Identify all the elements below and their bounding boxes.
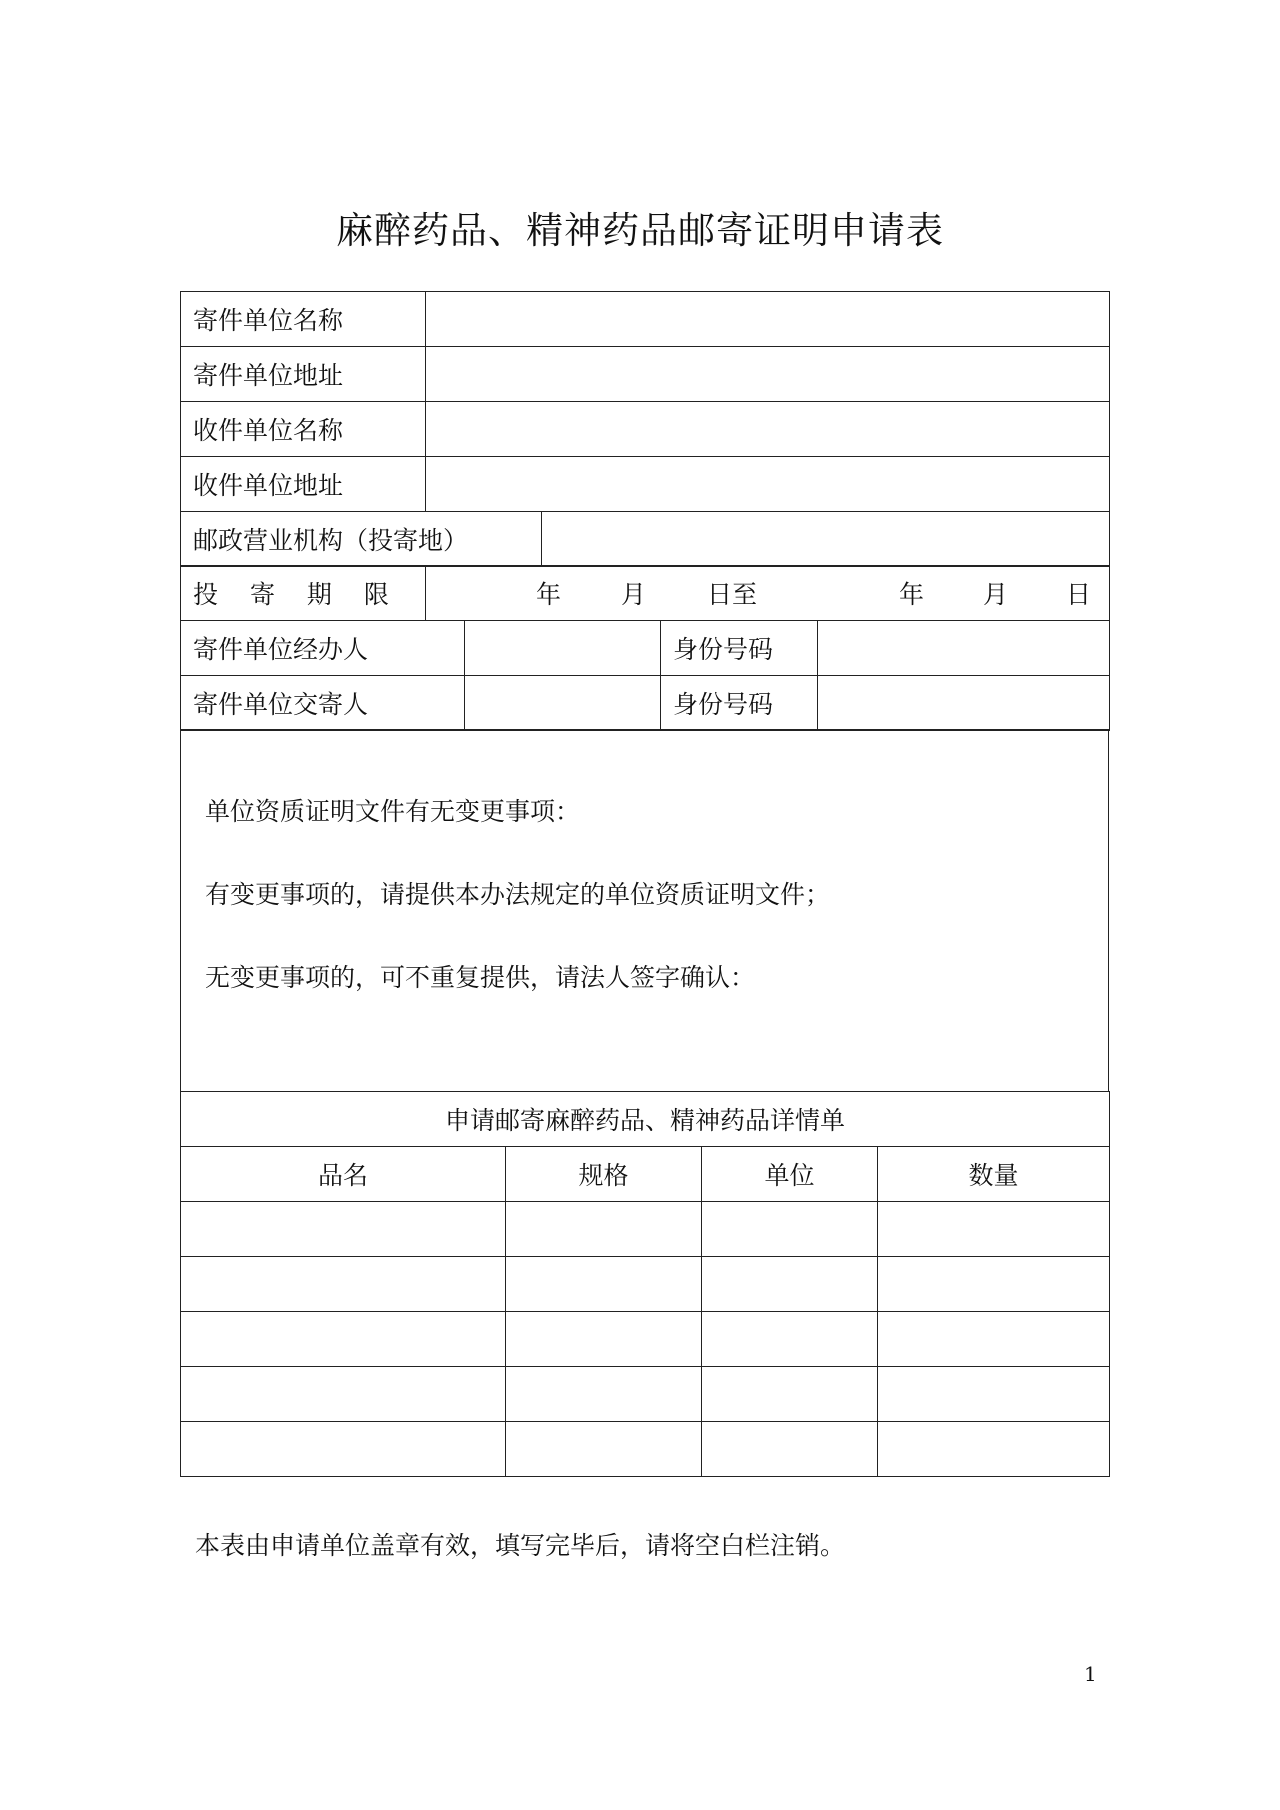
period-day-to: 日至 xyxy=(707,580,758,609)
unit-cell[interactable] xyxy=(702,1311,878,1366)
header-product-name: 品名 xyxy=(181,1146,506,1201)
table-row xyxy=(181,1091,1110,1146)
sender-person-id-label: 身份号码 xyxy=(661,675,818,730)
specification-cell[interactable] xyxy=(506,1311,702,1366)
table-row xyxy=(181,1366,1110,1421)
sender-address-field[interactable] xyxy=(426,347,1110,402)
product-name-cell[interactable] xyxy=(181,1201,506,1256)
header-specification: 规格 xyxy=(506,1146,702,1201)
header-quantity: 数量 xyxy=(878,1146,1110,1201)
table-row xyxy=(181,457,1110,512)
table-row xyxy=(181,1201,1110,1256)
table-row xyxy=(181,402,1110,457)
sender-name-field[interactable] xyxy=(426,292,1110,347)
handler-field[interactable] xyxy=(465,620,661,675)
period-table xyxy=(180,565,1110,621)
handler-label: 寄件单位经办人 xyxy=(181,620,465,675)
table-row xyxy=(181,1421,1110,1476)
table-row xyxy=(181,1311,1110,1366)
notes-line-1: 单位资质证明文件有无变更事项： xyxy=(205,797,581,826)
application-form xyxy=(180,291,1109,1477)
product-name-cell[interactable] xyxy=(181,1366,506,1421)
quantity-cell[interactable] xyxy=(878,1201,1110,1256)
period-field[interactable] xyxy=(426,566,1110,621)
details-title: 申请邮寄麻醉药品、精神药品详情单 xyxy=(181,1091,1110,1146)
period-month-end: 月 xyxy=(983,580,1009,609)
sender-person-label: 寄件单位交寄人 xyxy=(181,675,465,730)
specification-cell[interactable] xyxy=(506,1366,702,1421)
notes-line-3: 无变更事项的，可不重复提供，请法人签字确认： xyxy=(205,963,756,992)
unit-cell[interactable] xyxy=(702,1366,878,1421)
notes-table xyxy=(180,729,1109,1092)
table-row xyxy=(181,292,1110,347)
table-row xyxy=(181,1256,1110,1311)
specification-cell[interactable] xyxy=(506,1421,702,1476)
page-title: 麻醉药品、精神药品邮寄证明申请表 xyxy=(336,209,944,252)
table-row xyxy=(181,566,1110,621)
product-name-cell[interactable] xyxy=(181,1311,506,1366)
table-row xyxy=(181,347,1110,402)
receiver-name-field[interactable] xyxy=(426,402,1110,457)
quantity-cell[interactable] xyxy=(878,1366,1110,1421)
receiver-address-label: 收件单位地址 xyxy=(181,457,426,512)
handler-id-field[interactable] xyxy=(818,620,1110,675)
table-row xyxy=(181,1146,1110,1201)
sender-address-label: 寄件单位地址 xyxy=(181,347,426,402)
footer-note: 本表由申请单位盖章有效，填写完毕后，请将空白栏注销。 xyxy=(195,1531,846,1560)
quantity-cell[interactable] xyxy=(878,1421,1110,1476)
period-year-start: 年 xyxy=(536,580,562,609)
table-row xyxy=(181,730,1109,1092)
details-table xyxy=(180,1091,1110,1477)
table-row xyxy=(181,675,1110,730)
product-name-cell[interactable] xyxy=(181,1421,506,1476)
period-year-end: 年 xyxy=(899,580,925,609)
table-row xyxy=(181,620,1110,675)
unit-cell[interactable] xyxy=(702,1256,878,1311)
period-day-end: 日 xyxy=(1066,580,1092,609)
sender-name-label: 寄件单位名称 xyxy=(181,292,426,347)
post-office-field[interactable] xyxy=(542,511,1110,566)
quantity-cell[interactable] xyxy=(878,1256,1110,1311)
page-number: 1 xyxy=(1084,1662,1097,1686)
receiver-name-label: 收件单位名称 xyxy=(181,402,426,457)
sender-person-field[interactable] xyxy=(465,675,661,730)
qualification-notes[interactable] xyxy=(181,730,1109,1092)
unit-cell[interactable] xyxy=(702,1201,878,1256)
post-office-label: 邮政营业机构（投寄地） xyxy=(181,511,542,566)
product-name-cell[interactable] xyxy=(181,1256,506,1311)
specification-cell[interactable] xyxy=(506,1256,702,1311)
period-label: 投 寄 期 限 xyxy=(181,566,426,621)
table-row xyxy=(181,511,1110,566)
period-month-start: 月 xyxy=(621,580,647,609)
unit-cell[interactable] xyxy=(702,1421,878,1476)
sender-person-id-field[interactable] xyxy=(818,675,1110,730)
persons-table xyxy=(180,620,1110,731)
quantity-cell[interactable] xyxy=(878,1311,1110,1366)
post-office-table xyxy=(180,511,1110,567)
header-unit: 单位 xyxy=(702,1146,878,1201)
handler-id-label: 身份号码 xyxy=(661,620,818,675)
notes-line-2: 有变更事项的，请提供本办法规定的单位资质证明文件； xyxy=(205,880,831,909)
specification-cell[interactable] xyxy=(506,1201,702,1256)
receiver-address-field[interactable] xyxy=(426,457,1110,512)
sender-receiver-table xyxy=(180,291,1110,512)
